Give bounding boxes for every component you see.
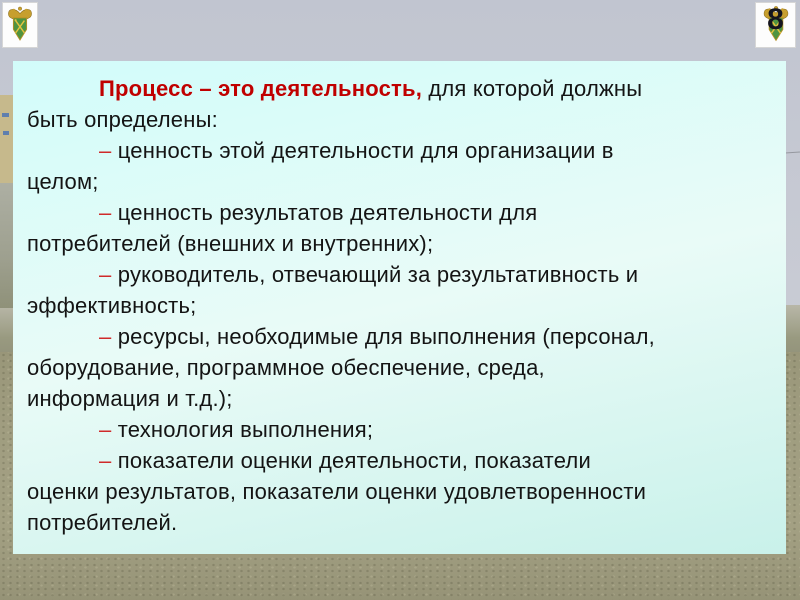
text-segment-dash: – (99, 448, 118, 473)
text-line (27, 476, 772, 507)
text-segment-title: Процесс – это деятельность, (99, 76, 423, 101)
text-segment-normal: быть определены: (27, 107, 218, 132)
text-line (27, 445, 772, 476)
text-segment-normal: оценки результатов, показатели оценки удовлетворенности (27, 479, 647, 504)
text-segment-normal: оборудование, программное обеспечение, среда, (27, 355, 545, 380)
text-line (27, 321, 772, 352)
bushes (0, 183, 14, 308)
text-segment-normal: потребителей (внешних и внутренних); (27, 231, 434, 256)
text-segment-dash: – (99, 324, 118, 349)
text-line (27, 290, 772, 321)
text-segment-normal: показатели оценки деятельности, показатели (117, 448, 591, 473)
text-segment-dash: – (99, 138, 118, 163)
text-segment-dash: – (99, 417, 118, 442)
text-segment-normal: для которой должны (422, 76, 643, 101)
text-line (27, 507, 772, 538)
text-line (27, 73, 772, 104)
text-line (27, 383, 772, 414)
text-line (27, 259, 772, 290)
text-segment-normal: потребителей. (27, 510, 178, 535)
text-line (27, 166, 772, 197)
roadside-sign (0, 95, 14, 183)
text-segment-normal: ценность этой деятельности для организации в (117, 138, 614, 163)
text-segment-normal: информация и т.д.); (27, 386, 233, 411)
slide-number: 8 (767, 3, 784, 36)
text-segment-dash: – (99, 262, 118, 287)
text-segment-normal: технология выполнения; (117, 417, 374, 442)
text-line (27, 135, 772, 166)
text-segment-normal: эффективность; (27, 293, 197, 318)
text-segment-normal: ресурсы, необходимые для выполнения (персонал, (117, 324, 655, 349)
text-segment-dash: – (99, 200, 118, 225)
text-line (27, 414, 772, 445)
content-box (13, 61, 786, 554)
text-segment-normal: ценность результатов деятельности для (117, 200, 538, 225)
text-line (27, 197, 772, 228)
text-segment-normal: руководитель, отвечающий за результативность и (117, 262, 639, 287)
customs-emblem-icon (5, 5, 35, 45)
text-segment-normal: целом; (27, 169, 99, 194)
text-line (27, 228, 772, 259)
customs-emblem-left (2, 2, 38, 48)
text-line (27, 104, 772, 135)
customs-emblem-right (755, 2, 796, 48)
text-line (27, 352, 772, 383)
